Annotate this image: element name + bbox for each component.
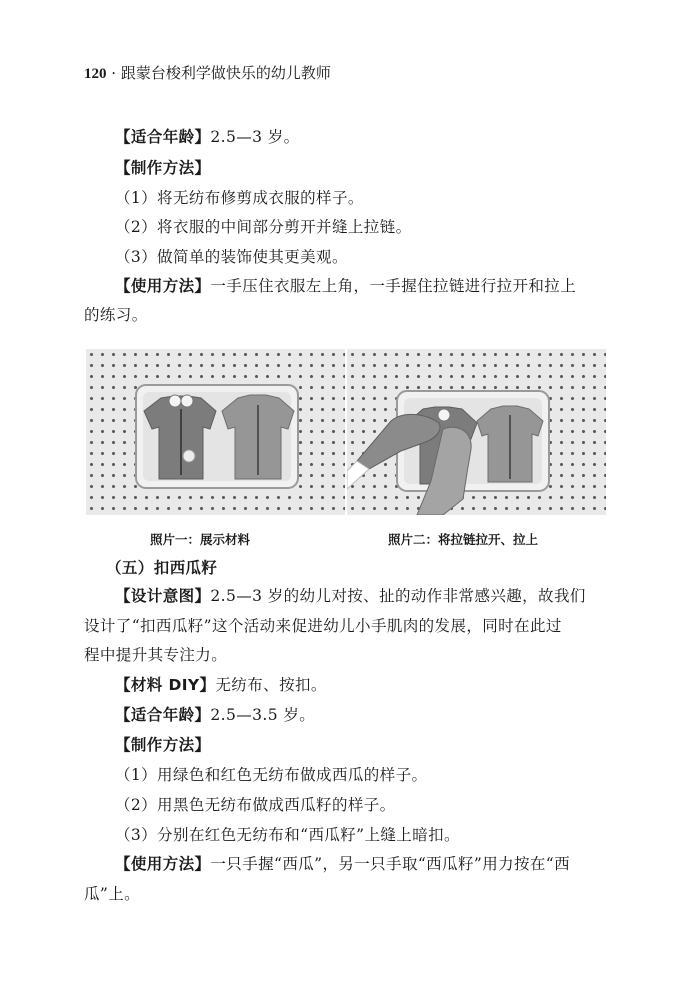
design-line-2: 设计了“扣西瓜籽”这个活动来促进幼儿小手肌肉的发展，同时在此过 (84, 617, 562, 635)
age-value-b: 2.5—3.5 岁。 (210, 706, 316, 724)
design-label: 【设计意图】 (115, 587, 211, 605)
page-number: 120 (84, 66, 107, 82)
age-line-b (115, 703, 315, 725)
method-step-b-3: （3）分别在红色无纺布和“西瓜籽”上缝上暗扣。 (115, 826, 460, 844)
age-line (115, 125, 300, 147)
age-label: 【适合年龄】 (115, 128, 211, 146)
usage-text-1: 一手压住衣服左上角，一手握住拉链进行拉开和拉上 (210, 277, 577, 295)
usage-line-b-2: 瓜”上。 (84, 885, 141, 903)
usage-label: 【使用方法】 (115, 277, 211, 295)
method-step-3: （3）做简单的装饰使其更美观。 (115, 248, 348, 266)
usage-label-b: 【使用方法】 (115, 855, 211, 873)
usage-line-b-1 (115, 852, 570, 874)
photo-zipping (347, 349, 606, 515)
usage-line-2: 的练习。 (84, 306, 148, 324)
page-header (84, 62, 331, 83)
design-text-1: 2.5—3 岁的幼儿对按、扯的动作非常感兴趣，故我们 (210, 587, 586, 605)
material-label: 【材料 DIY】 (115, 676, 216, 694)
photo-caption-2: 照片二：将拉链拉开、拉上 (388, 532, 539, 547)
book-title: 跟蒙台梭利学做快乐的幼儿教师 (120, 64, 331, 82)
section-heading: （五）扣西瓜籽 (106, 559, 218, 577)
method-label-b: 【制作方法】 (115, 736, 211, 754)
usage-text-b-1: 一只手握“西瓜”，另一只手取“西瓜籽”用力按在“西 (210, 855, 571, 873)
usage-line-1 (115, 274, 576, 296)
design-line-1 (115, 584, 586, 606)
material-value: 无纺布、按扣。 (215, 676, 327, 694)
design-line-3: 程中提升其专注力。 (84, 646, 228, 664)
method-step-2: （2）将衣服的中间部分剪开并缝上拉链。 (115, 218, 412, 236)
header-separator: · (106, 64, 121, 82)
photo-materials (86, 349, 345, 515)
age-value: 2.5—3 岁。 (210, 128, 300, 146)
method-step-b-2: （2）用黑色无纺布做成西瓜籽的样子。 (115, 796, 396, 814)
material-line (115, 673, 327, 695)
method-step-1: （1）将无纺布修剪成衣服的样子。 (115, 189, 364, 207)
method-label: 【制作方法】 (115, 159, 211, 177)
method-step-b-1: （1）用绿色和红色无纺布做成西瓜的样子。 (115, 766, 428, 784)
photo-materials-illustration (86, 349, 345, 515)
photo-caption-1: 照片一：展示材料 (150, 532, 251, 547)
age-label-b: 【适合年龄】 (115, 706, 211, 724)
photo-zipping-illustration (347, 349, 606, 515)
